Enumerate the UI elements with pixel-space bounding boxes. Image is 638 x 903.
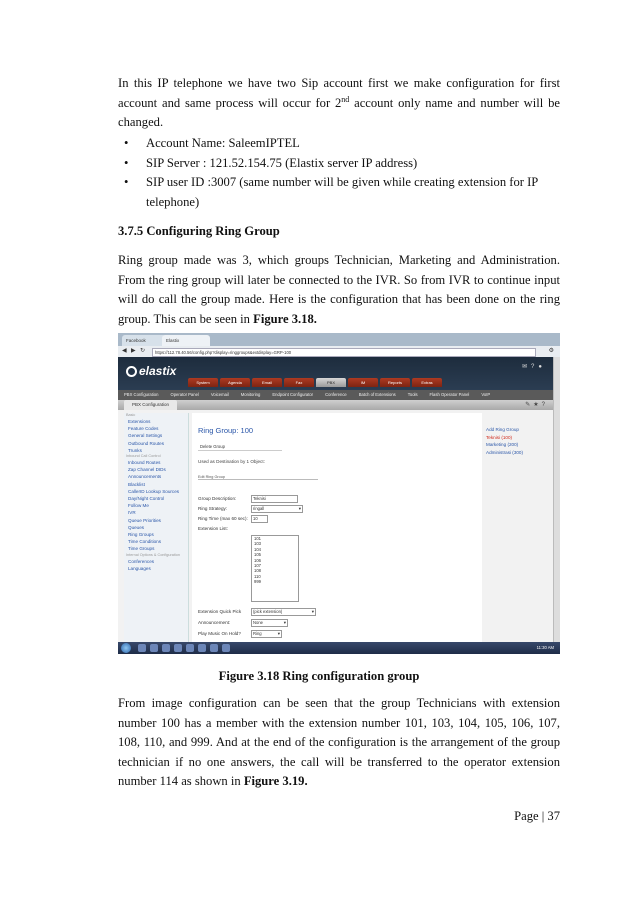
- taskbar-app-icon[interactable]: [138, 644, 146, 652]
- sidebar-item-announcements[interactable]: Announcements: [128, 474, 162, 480]
- figure-ref: Figure 3.18.: [253, 311, 317, 326]
- elastix-screenshot-figure: [118, 333, 560, 654]
- subnav-conference[interactable]: Conference: [325, 392, 347, 397]
- figure-ref: Figure 3.19.: [243, 774, 308, 789]
- taskbar-app-icon[interactable]: [222, 644, 230, 652]
- browser-tab-elastix[interactable]: Elastix: [162, 335, 210, 346]
- taskbar-app-icon[interactable]: [210, 644, 218, 652]
- sidebar-item-queues[interactable]: Queues: [128, 524, 145, 530]
- user-icon[interactable]: ●: [538, 364, 546, 370]
- bullet-account-name: • Account Name: SaleemIPTEL: [124, 136, 300, 150]
- sidebar-section-internal: Internal Options & Configuration: [126, 552, 181, 557]
- edit-ring-group-label: Edit Ring Group: [198, 475, 318, 480]
- sidebar-item-day-night-control[interactable]: Day/Night Control: [128, 496, 165, 502]
- ring-strategy-select[interactable]: ringall ▾: [251, 505, 303, 513]
- taskbar-app-icon[interactable]: [186, 644, 194, 652]
- ring-group-form-panel: [192, 413, 482, 645]
- wrench-icon[interactable]: ⚙: [548, 348, 554, 354]
- configuration-paragraph: From image configuration can be seen that the group Technicians with extension number 100 has a member with the extension number 101, 103, 104, 105, 106, 107, 108, 110, and 999. And at the end of the configuration is the arrangement of the group technician if no one answers, the call will be transferred to the operator extension number 114 as shown in Figure 3.19.: [118, 696, 560, 789]
- add-ring-group-link[interactable]: Add Ring Group: [486, 427, 519, 432]
- sidebar-item-zap-channel-dids[interactable]: Zap Channel DIDs: [128, 467, 166, 473]
- bullet-sip-user-id: • SIP user ID :3007 (same number will be given while creating extension for IP telephone): [124, 175, 538, 209]
- subnav-voip[interactable]: VoIP: [481, 392, 491, 397]
- group-description-input[interactable]: Teknisi: [251, 495, 298, 503]
- taskbar-app-icon[interactable]: [174, 644, 182, 652]
- bullet-sip-server: • SIP Server : 121.52.154.75 (Elastix server IP address): [124, 155, 418, 170]
- subnav-pbx-configuration[interactable]: PBX Configuration: [124, 392, 159, 397]
- forward-icon[interactable]: ▶: [131, 348, 136, 354]
- sidebar-item-general-settings[interactable]: General Settings: [128, 433, 163, 439]
- sidebar-item-blacklist[interactable]: Blacklist: [128, 481, 145, 487]
- sidebar-item-time-groups[interactable]: Time Groups: [128, 546, 155, 552]
- sidebar-section-basic: Basic: [126, 413, 136, 417]
- delete-group-link[interactable]: Delete Group: [198, 443, 282, 451]
- sidebar-item-ring-groups[interactable]: Ring Groups: [128, 532, 154, 538]
- extension-quick-pick-select[interactable]: (pick extension) ▾: [251, 608, 316, 616]
- browser-tab-facebook[interactable]: Facebook: [122, 335, 166, 346]
- reload-icon[interactable]: ↻: [140, 348, 146, 354]
- sidebar-item-languages[interactable]: Languages: [128, 565, 151, 571]
- sidebar-item-time-conditions[interactable]: Time Conditions: [128, 539, 162, 545]
- nav-im[interactable]: IM: [348, 378, 378, 387]
- sidebar-item-queue-priorities[interactable]: Queue Priorities: [128, 517, 161, 523]
- extension-item: 105: [254, 552, 261, 558]
- nav-reports[interactable]: Reports: [380, 378, 410, 387]
- extension-item: 999: [254, 579, 261, 585]
- extension-list-label: Extension List:: [198, 526, 228, 531]
- elastix-header: [118, 357, 560, 390]
- extension-item: 108: [254, 568, 261, 574]
- used-as-destination-text: Used as Destination by 1 Object:: [198, 459, 265, 464]
- extension-item: 104: [254, 546, 261, 552]
- extension-item: 106: [254, 557, 261, 563]
- announcement-select[interactable]: None ▾: [251, 619, 288, 627]
- figure-caption: Figure 3.18 Ring configuration group: [218, 669, 420, 683]
- music-on-hold-select[interactable]: Ring ▾: [251, 630, 282, 638]
- taskbar-app-icon[interactable]: [150, 644, 158, 652]
- star-icon[interactable]: ★: [533, 402, 542, 408]
- ring-group-title: Ring Group: 100: [198, 426, 254, 435]
- sidebar-item-ivr[interactable]: IVR: [128, 510, 136, 516]
- top-navigation: [188, 378, 444, 388]
- account-bullet-list: [124, 134, 560, 212]
- nav-extras[interactable]: Extras: [412, 378, 442, 387]
- ring-group-link-administrasi[interactable]: Administrasi (300): [486, 449, 524, 455]
- elastix-logo: elastix: [126, 364, 176, 378]
- extension-item: 101: [254, 536, 261, 541]
- subnav-tools[interactable]: Tools: [407, 392, 418, 397]
- taskbar-app-icon[interactable]: [198, 644, 206, 652]
- nav-system[interactable]: System: [188, 378, 218, 387]
- subnav-operator-panel[interactable]: Operator Panel: [170, 392, 199, 397]
- windows-taskbar: [118, 642, 560, 654]
- ring-group-list: [486, 426, 546, 456]
- sidebar-item-follow-me[interactable]: Follow Me: [128, 503, 149, 509]
- pbx-sub-navigation: [118, 390, 560, 400]
- taskbar-app-icon[interactable]: [162, 644, 170, 652]
- panel-title-bar: [118, 400, 554, 410]
- nav-agenda[interactable]: Agenda: [220, 378, 250, 387]
- sidebar-item-outbound-routes[interactable]: Outbound Routes: [128, 440, 165, 446]
- panel-icons: [525, 401, 548, 408]
- mail-icon[interactable]: ✉: [522, 364, 532, 370]
- header-icons: [522, 363, 546, 370]
- extension-item: 110: [254, 573, 261, 579]
- pbx-sidebar: [124, 413, 189, 645]
- taskbar-clock: 11:30 AM: [536, 645, 554, 650]
- ring-group-link-teknisi[interactable]: Teknisi (100): [486, 434, 513, 440]
- music-on-hold-label: Play Music On Hold?: [198, 631, 241, 636]
- subnav-monitoring[interactable]: Monitoring: [240, 392, 261, 397]
- extension-list-textarea[interactable]: [251, 535, 299, 602]
- sidebar-item-feature-codes[interactable]: Feature Codes: [128, 426, 159, 432]
- section-heading: 3.7.5 Configuring Ring Group: [118, 224, 280, 238]
- page-number: Page | 37: [514, 809, 560, 823]
- ring-strategy-label: Ring Strategy:: [198, 506, 228, 511]
- edit-icon[interactable]: ✎: [525, 402, 534, 408]
- extension-quick-pick-label: Extension Quick Pick: [198, 609, 242, 614]
- panel-title: PBX Configuration: [124, 400, 177, 410]
- page-scrollbar[interactable]: [553, 357, 560, 645]
- back-icon[interactable]: ◀: [122, 348, 127, 354]
- ring-time-label: Ring Time (max 60 sec):: [198, 516, 248, 521]
- url-input[interactable]: https://112.78.40.56/config.php?display=ringgroups&extdisplay=GRP-100: [152, 348, 536, 357]
- ring-group-link-marketing[interactable]: Marketing (200): [486, 442, 519, 447]
- elastix-logo-icon: [126, 366, 137, 377]
- subnav-batch-extensions[interactable]: Batch of Extensions: [358, 392, 396, 397]
- sidebar-item-inbound-routes[interactable]: Inbound Routes: [128, 460, 161, 466]
- ring-time-input[interactable]: 10: [251, 515, 268, 523]
- nav-pbx[interactable]: PBX: [316, 378, 346, 387]
- nav-fax[interactable]: Fax: [284, 378, 314, 387]
- extension-item: 107: [254, 563, 261, 569]
- announcement-label: Announcement:: [198, 620, 231, 625]
- nav-email[interactable]: Email: [252, 378, 282, 387]
- sidebar-item-callerid-lookup[interactable]: CallerID Lookup Sources: [128, 488, 180, 494]
- sidebar-item-extensions[interactable]: Extensions: [128, 419, 151, 424]
- start-button-icon[interactable]: [121, 643, 131, 653]
- subnav-voicemail[interactable]: Voicemail: [210, 392, 229, 397]
- sidebar-item-conferences[interactable]: Conferences: [128, 558, 155, 564]
- help-icon[interactable]: ?: [541, 402, 548, 408]
- subnav-flash-operator-panel[interactable]: Flash Operator Panel: [429, 392, 470, 397]
- browser-address-bar: [118, 346, 560, 357]
- intro-paragraph: In this IP telephone we have two Sip account first we make configuration for first account and same process will occur for 2nd account only name and number will be changed.: [118, 76, 560, 130]
- group-description-label: Group Description:: [198, 496, 237, 501]
- subnav-endpoint-configurator[interactable]: Endpoint Configurator: [272, 392, 314, 397]
- ring-group-paragraph: Ring group made was 3, which groups Technician, Marketing and Administration. From the ring group will later be connected to the IVR. So from IVR to continue input will do call the group made. Here is the configuration that has been done on the ring group. This can be seen in Figure 3.18.: [118, 253, 560, 326]
- sidebar-item-trunks[interactable]: Trunks: [128, 447, 142, 453]
- sidebar-section-inbound: Inbound Call Control: [126, 454, 161, 459]
- extension-item: 103: [254, 541, 261, 547]
- help-icon[interactable]: ?: [531, 364, 539, 370]
- browser-tab-bar: [118, 333, 560, 346]
